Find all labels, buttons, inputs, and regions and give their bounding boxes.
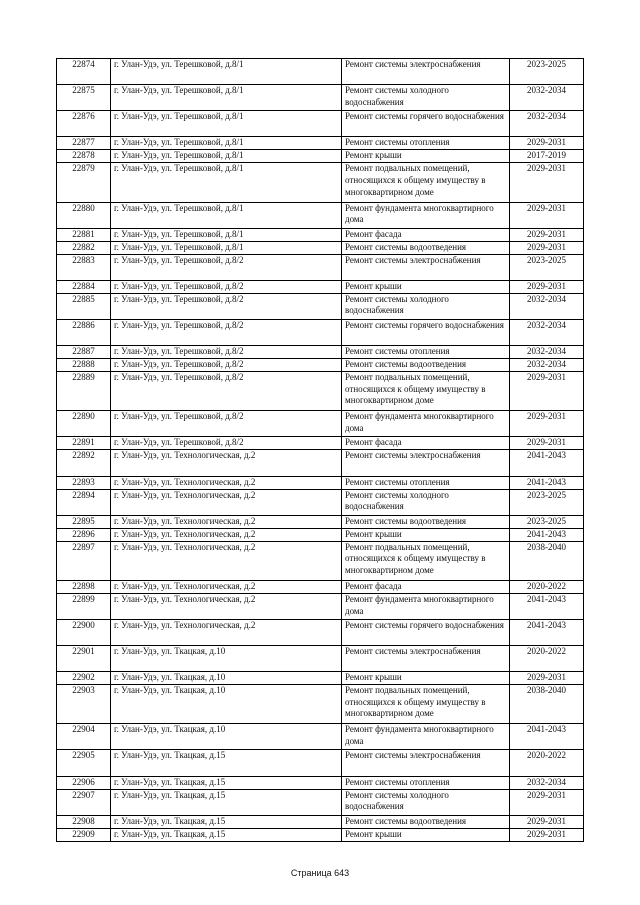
row-number: 22882 [57, 241, 111, 254]
row-period: 2029-2031 [510, 280, 584, 293]
table-row [57, 137, 584, 150]
row-number: 22901 [57, 646, 111, 672]
row-period: 2032-2034 [510, 85, 584, 111]
row-period: 2041-2043 [510, 476, 584, 489]
table-row [57, 489, 584, 515]
row-address: г. Улан-Удэ, ул. Ткацкая, д.15 [111, 815, 342, 828]
table-row [57, 815, 584, 828]
row-number: 22903 [57, 685, 111, 724]
row-period: 2029-2031 [510, 137, 584, 150]
row-address: г. Улан-Удэ, ул. Терешковой, д.8/2 [111, 319, 342, 345]
row-number: 22896 [57, 528, 111, 541]
row-period: 2029-2031 [510, 163, 584, 202]
row-number: 22893 [57, 476, 111, 489]
row-period: 2023-2025 [510, 515, 584, 528]
row-address: г. Улан-Удэ, ул. Терешковой, д.8/2 [111, 280, 342, 293]
row-work-type: Ремонт системы электроснабжения [342, 450, 510, 476]
row-address: г. Улан-Удэ, ул. Технологическая, д.2 [111, 515, 342, 528]
works-table-body [57, 59, 584, 842]
row-work-type: Ремонт фасада [342, 437, 510, 450]
row-number: 22909 [57, 828, 111, 841]
row-period: 2029-2031 [510, 372, 584, 411]
row-period: 2032-2034 [510, 293, 584, 319]
table-row [57, 85, 584, 111]
page-number: Страница 643 [290, 868, 350, 878]
row-number: 22879 [57, 163, 111, 202]
row-period: 2032-2034 [510, 359, 584, 372]
row-period: 2029-2031 [510, 789, 584, 815]
row-address: г. Улан-Удэ, ул. Ткацкая, д.10 [111, 724, 342, 750]
row-work-type: Ремонт подвальных помещений, относящихся к общему имуществу в многоквартирном доме [342, 685, 510, 724]
row-number: 22884 [57, 280, 111, 293]
table-row [57, 437, 584, 450]
table-row [57, 59, 584, 85]
table-row [57, 672, 584, 685]
row-address: г. Улан-Удэ, ул. Ткацкая, д.10 [111, 672, 342, 685]
table-row [57, 280, 584, 293]
row-period: 2038-2040 [510, 685, 584, 724]
table-row [57, 620, 584, 646]
row-period: 2023-2025 [510, 489, 584, 515]
table-row [57, 346, 584, 359]
table-row [57, 646, 584, 672]
row-period: 2023-2025 [510, 59, 584, 85]
row-period: 2023-2025 [510, 254, 584, 280]
row-period: 2029-2031 [510, 437, 584, 450]
row-work-type: Ремонт системы электроснабжения [342, 254, 510, 280]
table-row [57, 254, 584, 280]
row-address: г. Улан-Удэ, ул. Ткацкая, д.10 [111, 685, 342, 724]
row-work-type: Ремонт фундамента многоквартирного дома [342, 202, 510, 228]
row-address: г. Улан-Удэ, ул. Терешковой, д.8/1 [111, 228, 342, 241]
row-number: 22878 [57, 150, 111, 163]
row-work-type: Ремонт крыши [342, 828, 510, 841]
row-number: 22906 [57, 776, 111, 789]
row-number: 22886 [57, 319, 111, 345]
row-work-type: Ремонт системы водоотведения [342, 515, 510, 528]
row-period: 2041-2043 [510, 620, 584, 646]
row-period: 2020-2022 [510, 750, 584, 776]
row-address: г. Улан-Удэ, ул. Технологическая, д.2 [111, 593, 342, 619]
row-address: г. Улан-Удэ, ул. Технологическая, д.2 [111, 476, 342, 489]
row-work-type: Ремонт системы горячего водоснабжения [342, 111, 510, 137]
row-address: г. Улан-Удэ, ул. Технологическая, д.2 [111, 580, 342, 593]
row-number: 22883 [57, 254, 111, 280]
table-row [57, 750, 584, 776]
table-row [57, 515, 584, 528]
row-address: г. Улан-Удэ, ул. Терешковой, д.8/2 [111, 411, 342, 437]
row-number: 22904 [57, 724, 111, 750]
row-period: 2029-2031 [510, 202, 584, 228]
row-number: 22895 [57, 515, 111, 528]
row-work-type: Ремонт крыши [342, 150, 510, 163]
row-period: 2038-2040 [510, 541, 584, 580]
row-period: 2032-2034 [510, 776, 584, 789]
row-address: г. Улан-Удэ, ул. Технологическая, д.2 [111, 489, 342, 515]
table-row [57, 685, 584, 724]
row-number: 22898 [57, 580, 111, 593]
row-work-type: Ремонт крыши [342, 280, 510, 293]
row-address: г. Улан-Удэ, ул. Ткацкая, д.15 [111, 828, 342, 841]
row-period: 2029-2031 [510, 815, 584, 828]
row-work-type: Ремонт подвальных помещений, относящихся к общему имуществу в многоквартирном доме [342, 372, 510, 411]
row-address: г. Улан-Удэ, ул. Терешковой, д.8/2 [111, 359, 342, 372]
row-address: г. Улан-Удэ, ул. Технологическая, д.2 [111, 620, 342, 646]
row-number: 22892 [57, 450, 111, 476]
row-work-type: Ремонт фундамента многоквартирного дома [342, 593, 510, 619]
row-number: 22874 [57, 59, 111, 85]
row-number: 22890 [57, 411, 111, 437]
row-number: 22880 [57, 202, 111, 228]
row-address: г. Улан-Удэ, ул. Терешковой, д.8/1 [111, 137, 342, 150]
row-number: 22876 [57, 111, 111, 137]
row-work-type: Ремонт фундамента многоквартирного дома [342, 411, 510, 437]
row-number: 22899 [57, 593, 111, 619]
row-number: 22881 [57, 228, 111, 241]
table-row [57, 828, 584, 841]
row-work-type: Ремонт системы отопления [342, 137, 510, 150]
row-work-type: Ремонт системы холодного водоснабжения [342, 489, 510, 515]
row-address: г. Улан-Удэ, ул. Терешковой, д.8/2 [111, 346, 342, 359]
row-period: 2029-2031 [510, 411, 584, 437]
table-row [57, 150, 584, 163]
row-number: 22908 [57, 815, 111, 828]
row-work-type: Ремонт системы горячего водоснабжения [342, 319, 510, 345]
row-address: г. Улан-Удэ, ул. Терешковой, д.8/1 [111, 111, 342, 137]
row-period: 2032-2034 [510, 346, 584, 359]
row-address: г. Улан-Удэ, ул. Терешковой, д.8/1 [111, 241, 342, 254]
row-address: г. Улан-Удэ, ул. Технологическая, д.2 [111, 450, 342, 476]
row-work-type: Ремонт системы электроснабжения [342, 59, 510, 85]
row-work-type: Ремонт фасада [342, 580, 510, 593]
table-row [57, 372, 584, 411]
row-number: 22888 [57, 359, 111, 372]
row-work-type: Ремонт системы отопления [342, 476, 510, 489]
row-work-type: Ремонт системы холодного водоснабжения [342, 85, 510, 111]
row-work-type: Ремонт системы водоотведения [342, 359, 510, 372]
row-number: 22887 [57, 346, 111, 359]
row-address: г. Улан-Удэ, ул. Технологическая, д.2 [111, 541, 342, 580]
row-work-type: Ремонт крыши [342, 672, 510, 685]
table-row [57, 789, 584, 815]
row-address: г. Улан-Удэ, ул. Ткацкая, д.10 [111, 646, 342, 672]
row-period: 2032-2034 [510, 319, 584, 345]
row-address: г. Улан-Удэ, ул. Терешковой, д.8/2 [111, 437, 342, 450]
row-period: 2041-2043 [510, 528, 584, 541]
row-number: 22891 [57, 437, 111, 450]
row-number: 22907 [57, 789, 111, 815]
row-work-type: Ремонт системы водоотведения [342, 241, 510, 254]
row-address: г. Улан-Удэ, ул. Технологическая, д.2 [111, 528, 342, 541]
row-work-type: Ремонт системы водоотведения [342, 815, 510, 828]
row-period: 2029-2031 [510, 241, 584, 254]
row-period: 2029-2031 [510, 672, 584, 685]
works-table [56, 58, 584, 842]
row-period: 2020-2022 [510, 646, 584, 672]
row-number: 22875 [57, 85, 111, 111]
table-row [57, 580, 584, 593]
row-number: 22889 [57, 372, 111, 411]
row-work-type: Ремонт системы электроснабжения [342, 750, 510, 776]
row-work-type: Ремонт фасада [342, 228, 510, 241]
row-work-type: Ремонт фундамента многоквартирного дома [342, 724, 510, 750]
table-row [57, 241, 584, 254]
row-address: г. Улан-Удэ, ул. Терешковой, д.8/1 [111, 59, 342, 85]
row-period: 2041-2043 [510, 724, 584, 750]
row-address: г. Улан-Удэ, ул. Терешковой, д.8/1 [111, 202, 342, 228]
row-work-type: Ремонт системы электроснабжения [342, 646, 510, 672]
row-address: г. Улан-Удэ, ул. Терешковой, д.8/1 [111, 150, 342, 163]
table-row [57, 776, 584, 789]
table-row [57, 528, 584, 541]
row-address: г. Улан-Удэ, ул. Терешковой, д.8/2 [111, 254, 342, 280]
table-row [57, 359, 584, 372]
row-number: 22897 [57, 541, 111, 580]
row-work-type: Ремонт крыши [342, 528, 510, 541]
row-address: г. Улан-Удэ, ул. Ткацкая, д.15 [111, 750, 342, 776]
table-row [57, 593, 584, 619]
row-address: г. Улан-Удэ, ул. Терешковой, д.8/1 [111, 85, 342, 111]
row-work-type: Ремонт системы отопления [342, 346, 510, 359]
row-work-type: Ремонт системы отопления [342, 776, 510, 789]
table-row [57, 724, 584, 750]
row-work-type: Ремонт системы холодного водоснабжения [342, 789, 510, 815]
table-row [57, 202, 584, 228]
table-row [57, 163, 584, 202]
row-work-type: Ремонт подвальных помещений, относящихся к общему имуществу в многоквартирном доме [342, 541, 510, 580]
row-work-type: Ремонт системы горячего водоснабжения [342, 620, 510, 646]
row-number: 22877 [57, 137, 111, 150]
row-period: 2041-2043 [510, 450, 584, 476]
row-period: 2017-2019 [510, 150, 584, 163]
row-address: г. Улан-Удэ, ул. Терешковой, д.8/2 [111, 372, 342, 411]
table-row [57, 476, 584, 489]
row-number: 22902 [57, 672, 111, 685]
table-row [57, 450, 584, 476]
row-address: г. Улан-Удэ, ул. Ткацкая, д.15 [111, 776, 342, 789]
row-number: 22885 [57, 293, 111, 319]
row-period: 2032-2034 [510, 111, 584, 137]
row-period: 2029-2031 [510, 228, 584, 241]
row-address: г. Улан-Удэ, ул. Терешковой, д.8/1 [111, 163, 342, 202]
table-row [57, 319, 584, 345]
row-period: 2041-2043 [510, 593, 584, 619]
row-number: 22894 [57, 489, 111, 515]
row-work-type: Ремонт системы холодного водоснабжения [342, 293, 510, 319]
table-row [57, 541, 584, 580]
row-period: 2029-2031 [510, 828, 584, 841]
row-address: г. Улан-Удэ, ул. Ткацкая, д.15 [111, 789, 342, 815]
row-address: г. Улан-Удэ, ул. Терешковой, д.8/2 [111, 293, 342, 319]
table-row [57, 293, 584, 319]
row-number: 22900 [57, 620, 111, 646]
table-row [57, 111, 584, 137]
table-row [57, 411, 584, 437]
table-row [57, 228, 584, 241]
row-work-type: Ремонт подвальных помещений, относящихся к общему имуществу в многоквартирном доме [342, 163, 510, 202]
row-number: 22905 [57, 750, 111, 776]
row-period: 2020-2022 [510, 580, 584, 593]
